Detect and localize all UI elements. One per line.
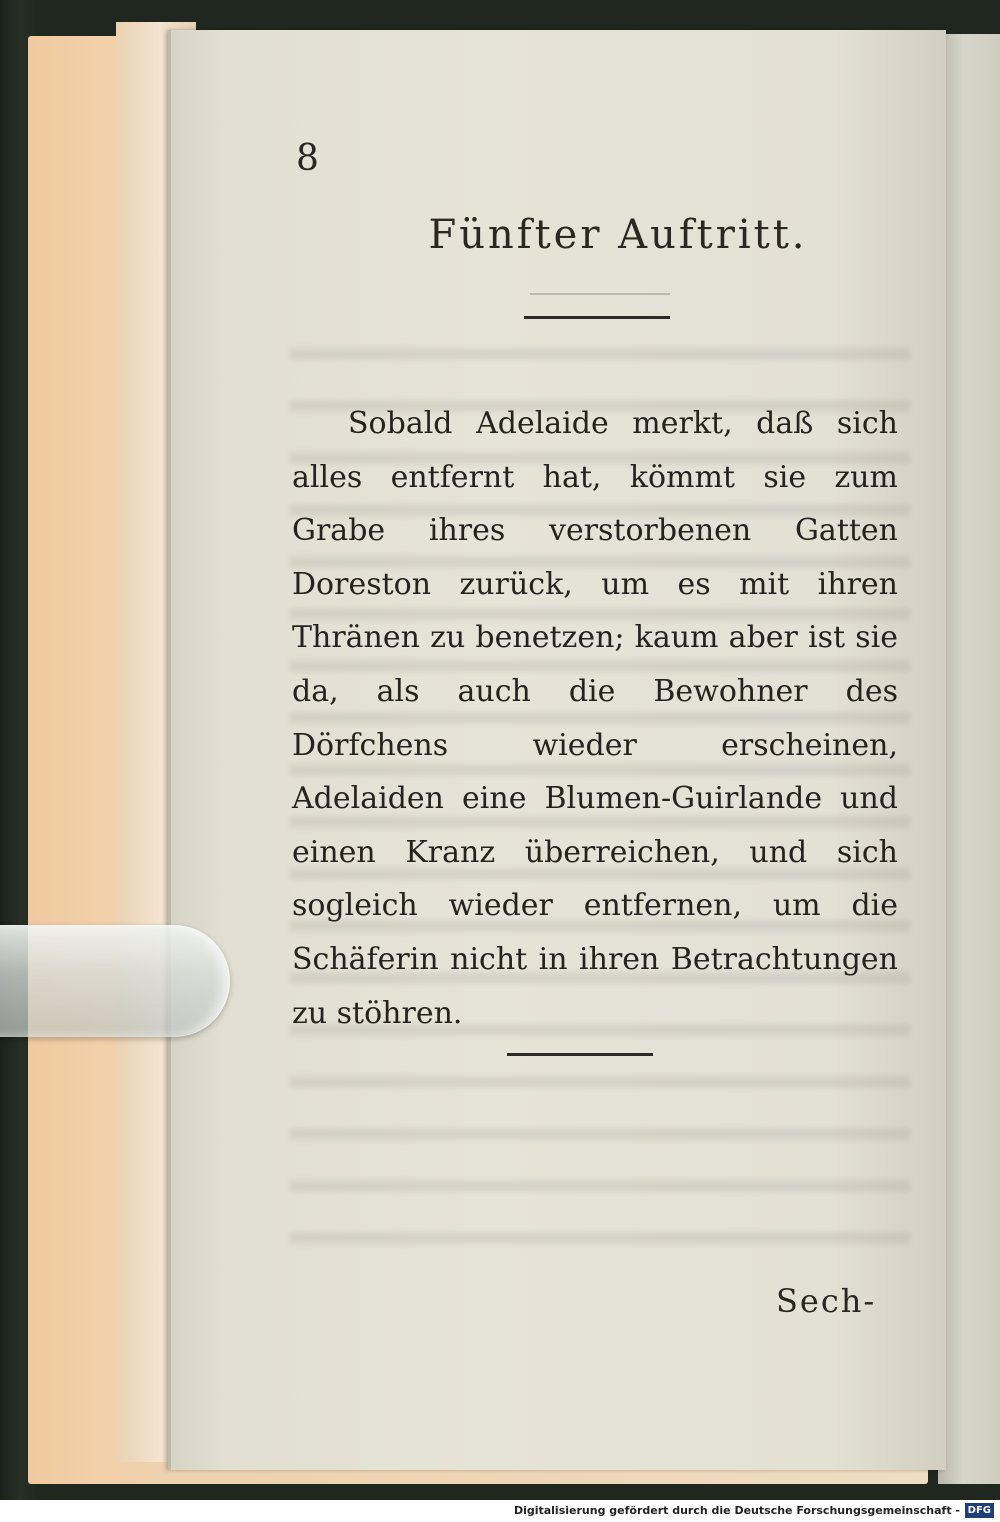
adjacent-page-edge xyxy=(938,34,1000,1484)
page-number: 8 xyxy=(296,138,319,179)
section-title: Fünfter Auftritt. xyxy=(428,212,808,258)
dfg-logo-icon: DFG xyxy=(965,1503,994,1518)
catchword: Sech- xyxy=(776,1282,877,1320)
faint-rule xyxy=(530,293,670,295)
funding-credit: Digitalisierung gefördert durch die Deutsche Forschungsgemeinschaft - xyxy=(513,1504,960,1517)
glass-page-holder xyxy=(0,925,230,1037)
title-rule xyxy=(524,316,670,319)
stage-direction-paragraph: Sobald Adelaide merkt, daß sich alles entfernt hat, kömmt sie zum Grabe ihres verstorbenen Gatten Doreston zurück, um es mit ihren Thränen zu benetzen; kaum aber ist sie da, als auch die Bewohner des Dörfchens wieder erscheinen, Adelaiden eine Blumen-Guirlande und einen Kranz überreichen, und sich sogleich wieder entfernen, um die Schäferin nicht in ihren Betrachtungen zu stöhren. xyxy=(292,406,898,1031)
footer-bar xyxy=(0,1500,1000,1522)
closing-rule xyxy=(507,1053,653,1056)
